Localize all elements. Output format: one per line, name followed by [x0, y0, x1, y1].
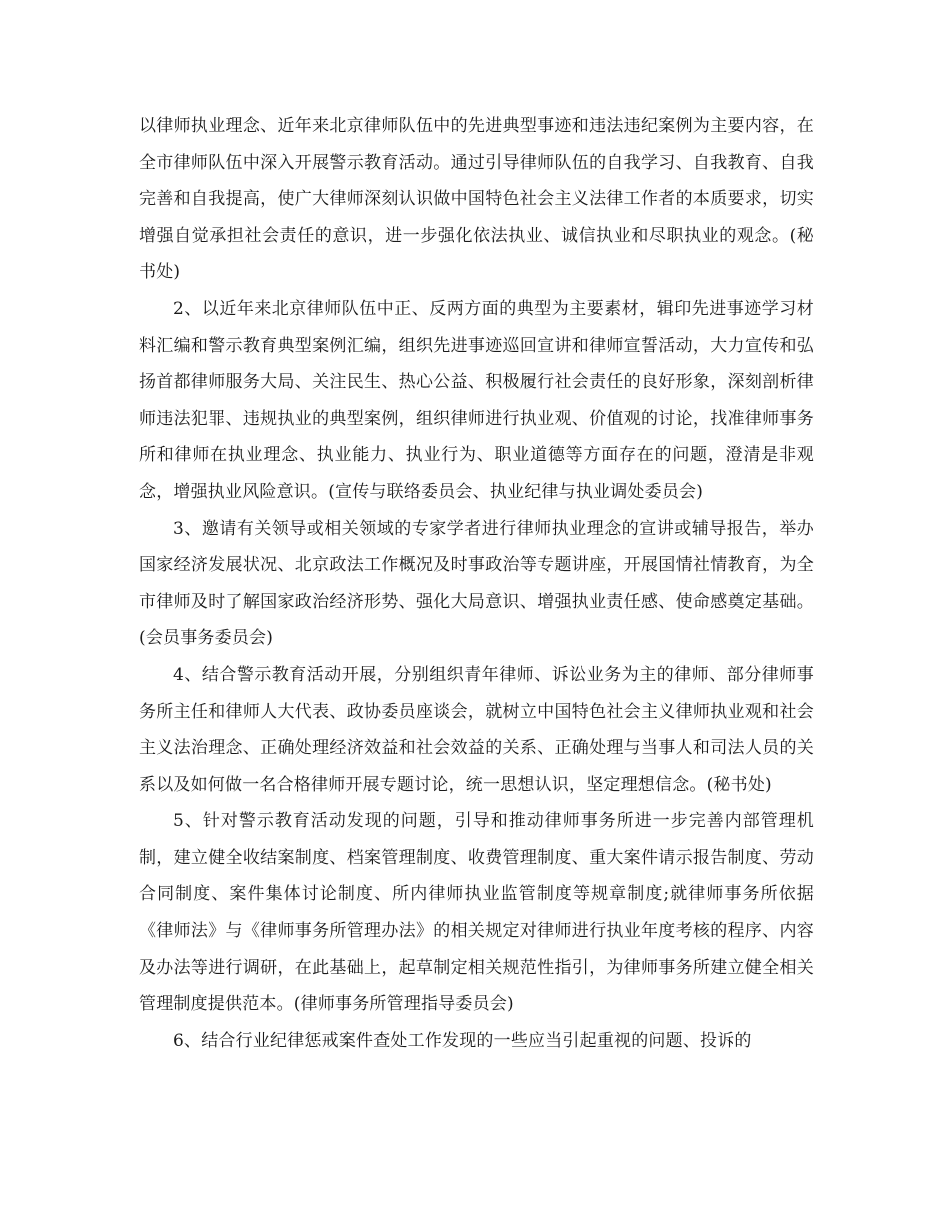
paragraph-continuation: 以律师执业理念、近年来北京律师队伍中的先进典型事迹和违法违纪案例为主要内容，在全市律师队伍中深入开展警示教育活动。通过引导律师队伍的自我学习、自我教育、自我完善和自我提高，使广大律师深刻认识做中国特色社会主义法律工作者的本质要求，切实增强自觉承担社会责任的意识，进一步强化依法执业、诚信执业和尽职执业的观念。(秘书处)	[139, 116, 814, 283]
paragraph-item-6: 6、结合行业纪律惩戒案件查处工作发现的一些应当引起重视的问题、投诉的	[173, 1030, 752, 1051]
paragraph-item-2: 2、以近年来北京律师队伍中正、反两方面的典型为主要素材，辑印先进事迹学习材料汇编和警示教育典型案例汇编，组织先进事迹巡回宣讲和律师宣誓活动，大力宣传和弘扬首都律师服务大局、关注民生、热心公益、积极履行社会责任的良好形象，深刻剖析律师违法犯罪、违规执业的典型案例，组织律师进行执业观、价值观的讨论，找准律师事务所和律师在执业理念、执业能力、执业行为、职业道德等方面存在的问题，澄清是非观念，增强执业风险意识。(宣传与联络委员会、执业纪律与执业调处委员会)	[139, 298, 814, 502]
paragraph-item-4: 4、结合警示教育活动开展，分别组织青年律师、诉讼业务为主的律师、部分律师事务所主任和律师人大代表、政协委员座谈会，就树立中国特色社会主义律师执业观和社会主义法治理念、正确处理经济效益和社会效益的关系、正确处理与当事人和司法人员的关系以及如何做一名合格律师开展专题讨论，统一思想认识，坚定理想信念。(秘书处)	[139, 664, 814, 795]
paragraph-item-5: 5、针对警示教育活动发现的问题，引导和推动律师事务所进一步完善内部管理机制，建立健全收结案制度、档案管理制度、收费管理制度、重大案件请示报告制度、劳动合同制度、案件集体讨论制度、所内律师执业监管制度等规章制度;就律师事务所依据《律师法》与《律师事务所管理办法》的相关规定对律师进行执业年度考核的程序、内容及办法等进行调研，在此基础上，起草制定相关规范性指引，为律师事务所建立健全相关管理制度提供范本。(律师事务所管理指导委员会)	[139, 811, 814, 1015]
document-page	[139, 108, 814, 1059]
paragraph-item-3: 3、邀请有关领导或相关领域的专家学者进行律师执业理念的宣讲或辅导报告，举办国家经济发展状况、北京政法工作概况及时事政治等专题讲座，开展国情社情教育，为全市律师及时了解国家政治经济形势、强化大局意识、增强执业责任感、使命感奠定基础。(会员事务委员会)	[139, 518, 814, 649]
